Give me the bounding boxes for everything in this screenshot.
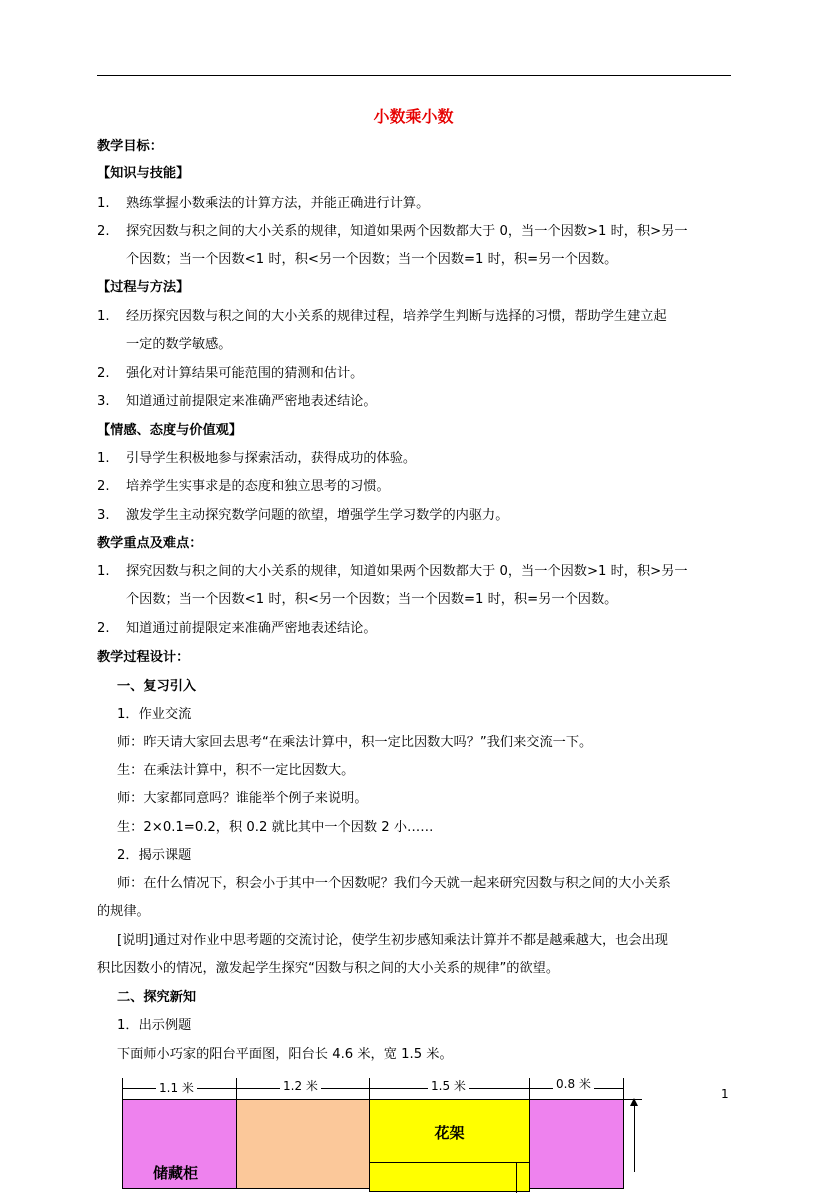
paragraph: 下面师小巧家的阳台平面图，阳台长 4.6 米，宽 1.5 米。: [117, 1047, 453, 1062]
right-cell: [529, 1099, 624, 1189]
flower-rack-cell: [369, 1099, 530, 1163]
list-item: 探究因数与积之间的大小关系的规律，知道如果两个因数都大于 0，当一个因数>1 时，积>另一: [126, 564, 688, 579]
section-goal: 教学目标：: [97, 139, 163, 154]
heading-emotion: 【情感、态度与价值观】: [97, 423, 243, 438]
list-number: 1.: [97, 564, 110, 579]
paragraph-cont: 的规律。: [97, 904, 150, 919]
page-title: 小数乘小数: [373, 107, 454, 126]
list-number: 2.: [97, 479, 110, 494]
dim-label: 1.2 米: [280, 1078, 321, 1094]
sub-heading: 1．作业交流: [117, 707, 192, 722]
dim-tick: [623, 1078, 624, 1100]
dim-label: 1.1 米: [156, 1080, 197, 1096]
dim-tick: [369, 1078, 370, 1100]
cell-label: 储藏柜: [153, 1164, 199, 1182]
dim-tick: [236, 1078, 237, 1100]
paragraph: 师：大家都同意吗？谁能举个例子来说明。: [117, 791, 368, 806]
dim-label: 0.8 米: [553, 1076, 594, 1092]
list-number: 2.: [97, 621, 110, 636]
list-item: 培养学生实事求是的态度和独立思考的习惯。: [126, 479, 390, 494]
page-number: 1: [721, 1087, 729, 1101]
list-item: 熟练掌握小数乘法的计算方法，并能正确进行计算。: [126, 196, 430, 211]
paragraph: 师：在什么情况下，积会小于其中一个因数呢？我们今天就一起来研究因数与积之间的大小关系: [117, 876, 671, 891]
sub-heading: 1．出示例题: [117, 1018, 192, 1033]
list-number: 3.: [97, 508, 110, 523]
list-item: 引导学生积极地参与探索活动，获得成功的体验。: [126, 451, 417, 466]
list-number: 3.: [97, 394, 110, 409]
height-dim-line: [634, 1102, 635, 1172]
header-rule: [97, 75, 731, 76]
heading-knowledge: 【知识与技能】: [97, 166, 190, 181]
lower-yellow-cell: [369, 1162, 530, 1192]
list-item: 知道通过前提限定来准确严密地表述结论。: [126, 621, 377, 636]
cell-label: 花架: [434, 1124, 465, 1142]
list-number: 1.: [97, 309, 110, 324]
list-item-cont: 一定的数学敏感。: [126, 337, 232, 352]
list-item: 经历探究因数与积之间的大小关系的规律过程，培养学生判断与选择的习惯，帮助学生建立起: [126, 309, 667, 324]
list-number: 2.: [97, 366, 110, 381]
paragraph: 生：在乘法计算中，积不一定比因数大。: [117, 763, 355, 778]
sub-heading: 2．揭示课题: [117, 848, 192, 863]
dim-label: 1.5 米: [428, 1078, 469, 1094]
storage-cabinet-cell: [122, 1099, 237, 1189]
list-item-cont: 个因数；当一个因数<1 时，积<另一个因数；当一个因数=1 时，积=另一个因数。: [126, 252, 618, 267]
list-item: 强化对计算结果可能范围的猜测和估计。: [126, 366, 364, 381]
list-number: 2.: [97, 224, 110, 239]
note: [说明]通过对作业中思考题的交流讨论，使学生初步感知乘法计算并不都是越乘越大，也会出现: [117, 933, 668, 948]
dim-tick: [122, 1078, 123, 1100]
list-number: 1.: [97, 196, 110, 211]
heading-process: 【过程与方法】: [97, 280, 190, 295]
arrow-line: [516, 1163, 517, 1193]
list-item: 知道通过前提限定来准确严密地表述结论。: [126, 394, 377, 409]
section-key: 教学重点及难点：: [97, 536, 203, 551]
list-item: 探究因数与积之间的大小关系的规律，知道如果两个因数都大于 0，当一个因数>1 时，积>另一: [126, 224, 688, 239]
paragraph: 师：昨天请大家回去思考“在乘法计算中，积一定比因数大吗？”我们来交流一下。: [117, 735, 593, 750]
paragraph: 生：2×0.1=0.2，积 0.2 就比其中一个因数 2 小……: [117, 820, 434, 835]
part-heading: 一、复习引入: [117, 679, 197, 694]
middle-cell: [236, 1099, 370, 1189]
list-item-cont: 个因数；当一个因数<1 时，积<另一个因数；当一个因数=1 时，积=另一个因数。: [126, 592, 618, 607]
dim-tick: [529, 1078, 530, 1100]
section-design: 教学过程设计：: [97, 650, 190, 665]
list-item: 激发学生主动探究数学问题的欲望，增强学生学习数学的内驱力。: [126, 508, 509, 523]
part-heading: 二、探究新知: [117, 990, 197, 1005]
list-number: 1.: [97, 451, 110, 466]
note-cont: 积比因数小的情况，激发起学生探究“因数与积之间的大小关系的规律”的欲望。: [97, 961, 560, 976]
height-dim-tick: [624, 1099, 642, 1100]
